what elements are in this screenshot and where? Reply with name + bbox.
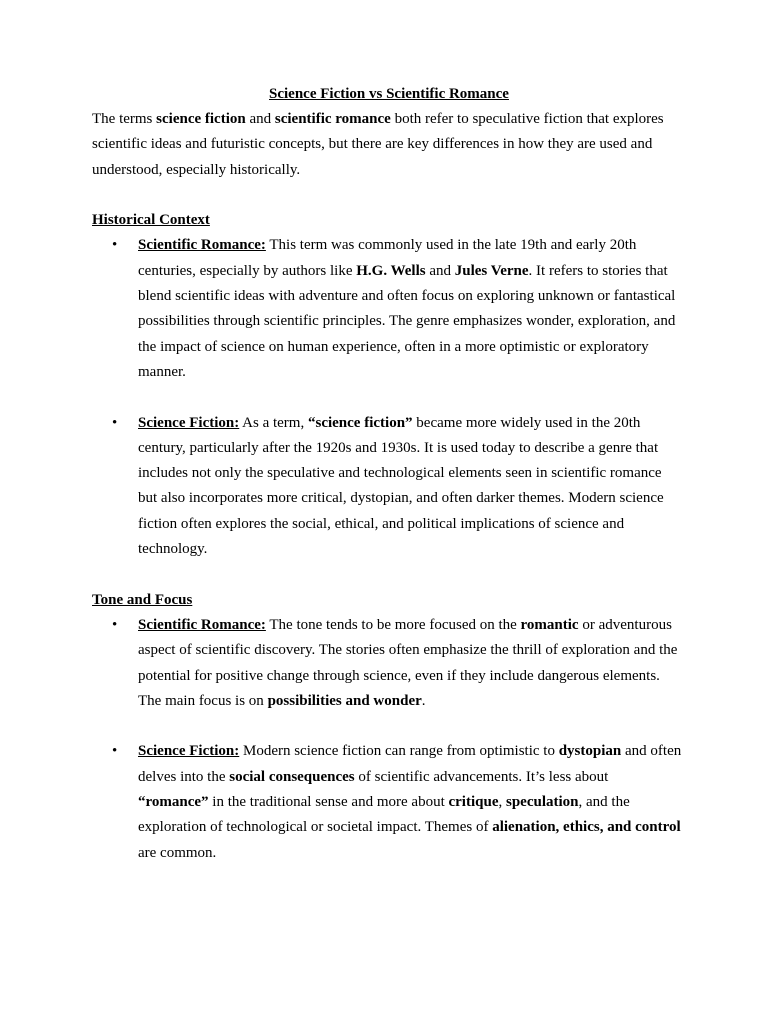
bullet-icon: • [112, 237, 118, 254]
item-text: in the traditional sense and more about [208, 794, 449, 811]
item-bold-text: alienation, ethics, and control [492, 819, 681, 836]
list-item [92, 739, 682, 865]
spacer [92, 385, 682, 410]
item-label: Science Fiction: [138, 414, 240, 431]
item-bold-text: “science fiction” [307, 414, 413, 431]
item-text: . It refers to stories that blend scientific ideas with adventure and often focus on exploring unknown or fantastical possibilities through scientific principles. The genre emphasizes wonder, exploration, and the impact of science on human experience, often in a more optimistic or exploratory manner. [138, 262, 676, 380]
item-text: Modern science fiction can range from optimistic to [239, 743, 559, 760]
item-bold-text: romantic [520, 616, 579, 633]
item-label: Scientific Romance: [138, 237, 266, 254]
list-item [92, 411, 682, 563]
item-text: of scientific advancements. It’s less about [354, 768, 609, 785]
item-text: , [498, 794, 506, 811]
item-label: Science Fiction: [138, 743, 240, 760]
intro-text: The terms [92, 111, 157, 127]
historical-context-list [92, 233, 682, 562]
list-item [92, 613, 682, 714]
item-text: As a term, [239, 414, 308, 431]
section-heading-tone-and-focus: Tone and Focus [92, 591, 193, 608]
bullet-icon: • [112, 414, 118, 431]
intro-term-scientific-romance: scientific romance [274, 111, 391, 127]
document-title: Science Fiction vs Scientific Romance [269, 86, 509, 102]
item-text: . [421, 692, 426, 709]
intro-text: both refer to speculative fiction that explores scientific ideas and futuristic concepts, but there are key differences in how they are used and understood, especially historically. [92, 111, 664, 178]
item-text: and often delves into the [138, 743, 682, 785]
item-text: This term was commonly used in the late 19th and early 20th centuries, especially by authors like [138, 237, 637, 279]
document-page [92, 82, 682, 866]
item-text: The tone tends to be more focused on the [265, 616, 521, 633]
bullet-icon: • [112, 616, 118, 633]
item-bold-text: social consequences [229, 768, 355, 785]
item-label: Scientific Romance: [138, 616, 266, 633]
list-item [92, 233, 682, 385]
item-bold-text: Jules Verne [454, 262, 529, 279]
item-bold-text: speculation [505, 794, 579, 811]
item-text: or adventurous aspect of scientific discovery. The stories often emphasize the thrill of exploration and the potential for positive change through science, even if they include dangerous elements. The main focus is on [138, 616, 678, 709]
item-bold-text: possibilities and wonder [267, 692, 422, 709]
item-bold-text: H.G. Wells [356, 262, 426, 279]
bullet-icon: • [112, 743, 118, 760]
intro-text: and [245, 111, 275, 127]
item-bold-text: dystopian [558, 743, 622, 760]
item-bold-text: “romance” [138, 794, 209, 811]
intro-paragraph [92, 107, 682, 183]
item-bold-text: critique [448, 794, 499, 811]
intro-term-science-fiction: science fiction [156, 111, 246, 127]
item-text: , and the exploration of technological or societal impact. Themes of [138, 794, 630, 836]
tone-and-focus-list [92, 613, 682, 866]
item-text: are common. [138, 844, 217, 861]
item-text: became more widely used in the 20th century, particularly after the 1920s and 1930s. It is used today to describe a genre that includes not only the speculative and technological elements seen in scientific romance but also incorporates more critical, dystopian, and often darker themes. Modern science fiction often explores the social, ethical, and political implications of science and technology. [138, 414, 664, 558]
section-heading-historical-context: Historical Context [92, 212, 210, 229]
item-text: and [425, 262, 455, 279]
spacer [92, 714, 682, 739]
